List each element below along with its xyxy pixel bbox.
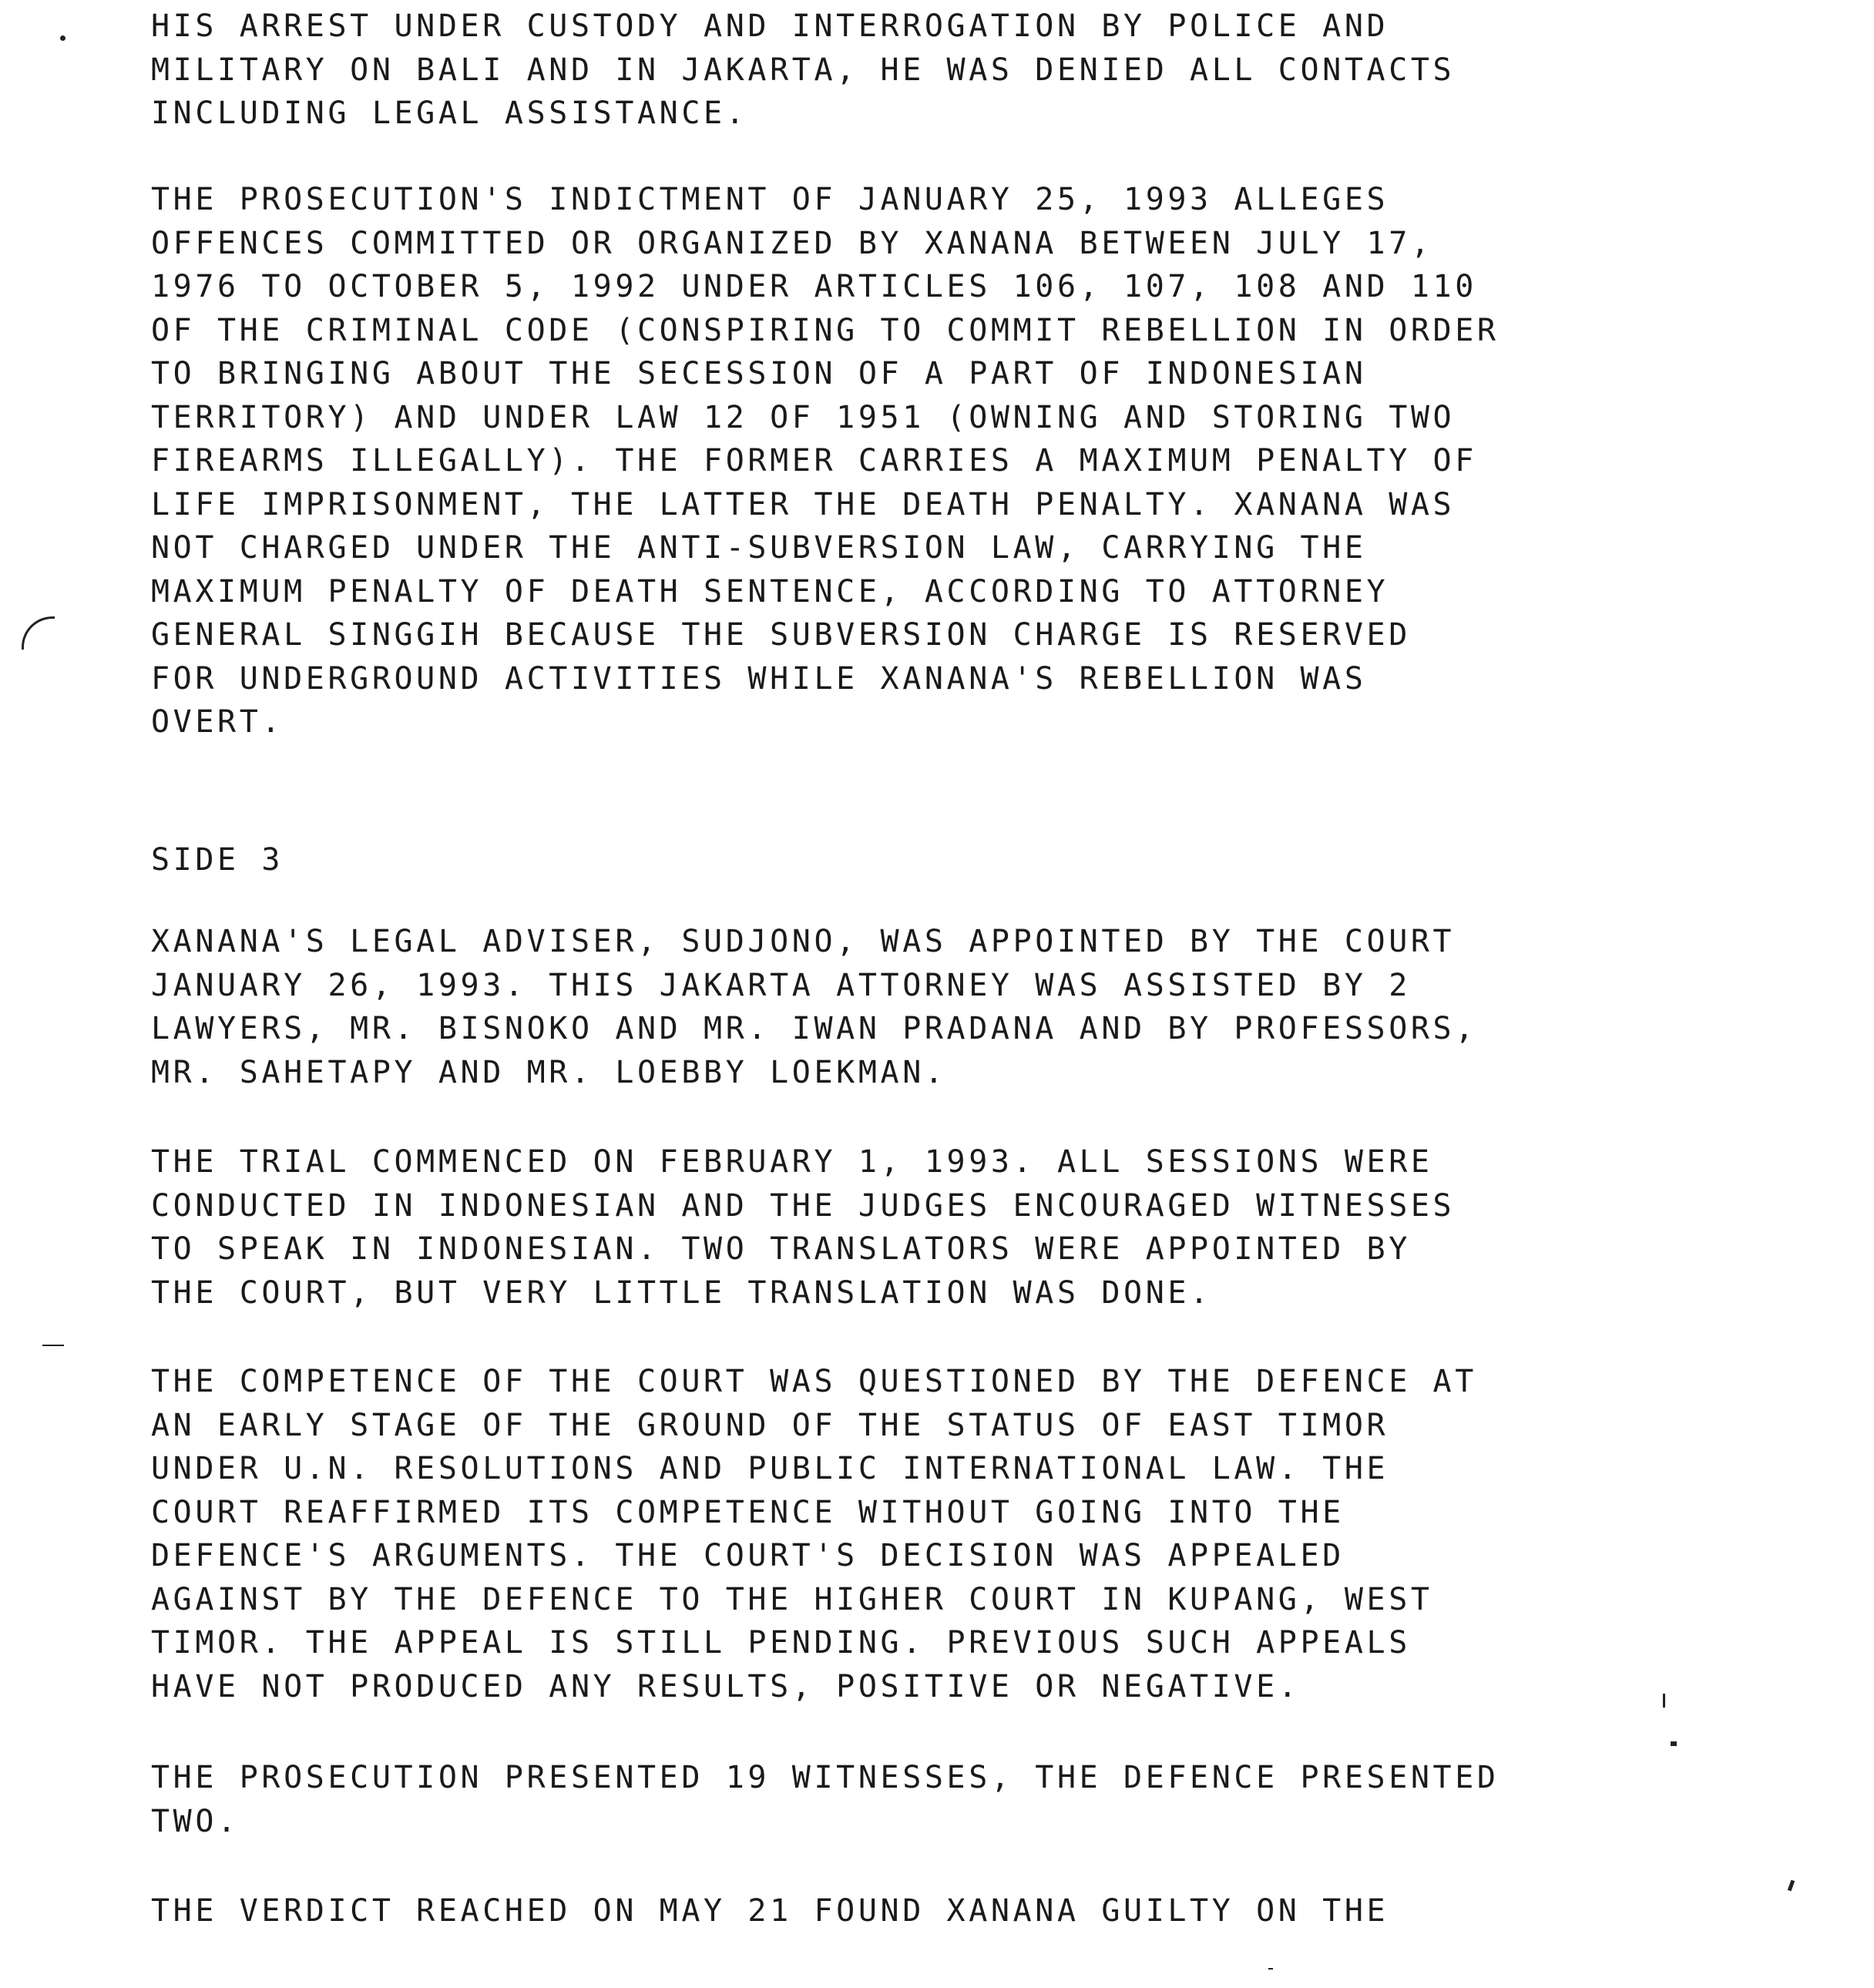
- scan-speck: [1663, 1694, 1665, 1708]
- paragraph-court-competence: THE COMPETENCE OF THE COURT WAS QUESTIONED BY THE DEFENCE AT AN EARLY STAGE OF THE GROUND OF THE STATUS OF EAST TIMOR UNDER U.N. RESOLUTIONS AND PUBLIC INTERNATIONAL LAW. THE COURT REAFFIRMED ITS COMPETENCE WITHOUT GOING INTO THE DEFENCE'S ARGUMENTS. THE COURT'S DECISION WAS APPEALED AGAINST BY THE DEFENCE TO THE HIGHER COURT IN KUPANG, WEST TIMOR. THE APPEAL IS STILL PENDING. PREVIOUS SUCH APPEALS HAVE NOT PRODUCED ANY RESULTS, POSITIVE OR NEGATIVE.: [151, 1364, 1477, 1704]
- scan-speck: [1268, 1968, 1273, 1970]
- paragraph-legal-adviser: XANANA'S LEGAL ADVISER, SUDJONO, WAS APPOINTED BY THE COURT JANUARY 26, 1993. THIS JAKARTA ATTORNEY WAS ASSISTED BY 2 LAWYERS, MR. BISNOKO AND MR. IWAN PRADANA AND BY PROFESSORS, MR. SAHETAPY AND MR. LOEBBY LOEKMAN.: [151, 924, 1477, 1090]
- scan-speck: [60, 35, 65, 41]
- scan-speck: [42, 1345, 64, 1346]
- section-heading-side-3: SIDE 3: [151, 842, 284, 878]
- paragraph-trial-commenced: THE TRIAL COMMENCED ON FEBRUARY 1, 1993. ALL SESSIONS WERE CONDUCTED IN INDONESIAN AND THE JUDGES ENCOURAGED WITNESSES TO SPEAK IN INDONESIAN. TWO TRANSLATORS WERE APPOINTED BY THE COURT, BUT VERY LITTLE TRANSLATION WAS DONE.: [151, 1144, 1456, 1311]
- paragraph-arrest-custody: HIS ARREST UNDER CUSTODY AND INTERROGATION BY POLICE AND MILITARY ON BALI AND IN JAKARTA, HE WAS DENIED ALL CONTACTS INCLUDING LEGAL ASSISTANCE.: [151, 8, 1456, 131]
- paragraph-witnesses: THE PROSECUTION PRESENTED 19 WITNESSES, THE DEFENCE PRESENTED TWO.: [151, 1760, 1500, 1839]
- scan-speck: [1671, 1741, 1677, 1746]
- paragraph-verdict: THE VERDICT REACHED ON MAY 21 FOUND XANANA GUILTY ON THE: [151, 1893, 1389, 1929]
- scan-speck: [1788, 1880, 1795, 1892]
- scan-mark: [22, 616, 55, 650]
- paragraph-prosecution-indictment: THE PROSECUTION'S INDICTMENT OF JANUARY 25, 1993 ALLEGES OFFENCES COMMITTED OR ORGANIZED BY XANANA BETWEEN JULY 17, 1976 TO OCTOBER 5, 1992 UNDER ARTICLES 106, 107, 108 AND 110 OF THE CRIMINAL CODE (CONSPIRING TO COMMIT REBELLION IN ORDER TO BRINGING ABOUT THE SECESSION OF A PART OF INDONESIAN TERRITORY) AND UNDER LAW 12 OF 1951 (OWNING AND STORING TWO FIREARMS ILLEGALLY). THE FORMER CARRIES A MAXIMUM PENALTY OF LIFE IMPRISONMENT, THE LATTER THE DEATH PENALTY. XANANA WAS NOT CHARGED UNDER THE ANTI-SUBVERSION LAW, CARRYING THE MAXIMUM PENALTY OF DEATH SENTENCE, ACCORDING TO ATTORNEY GENERAL SINGGIH BECAUSE THE SUBVERSION CHARGE IS RESERVED FOR UNDERGROUND ACTIVITIES WHILE XANANA'S REBELLION WAS OVERT.: [151, 182, 1500, 740]
